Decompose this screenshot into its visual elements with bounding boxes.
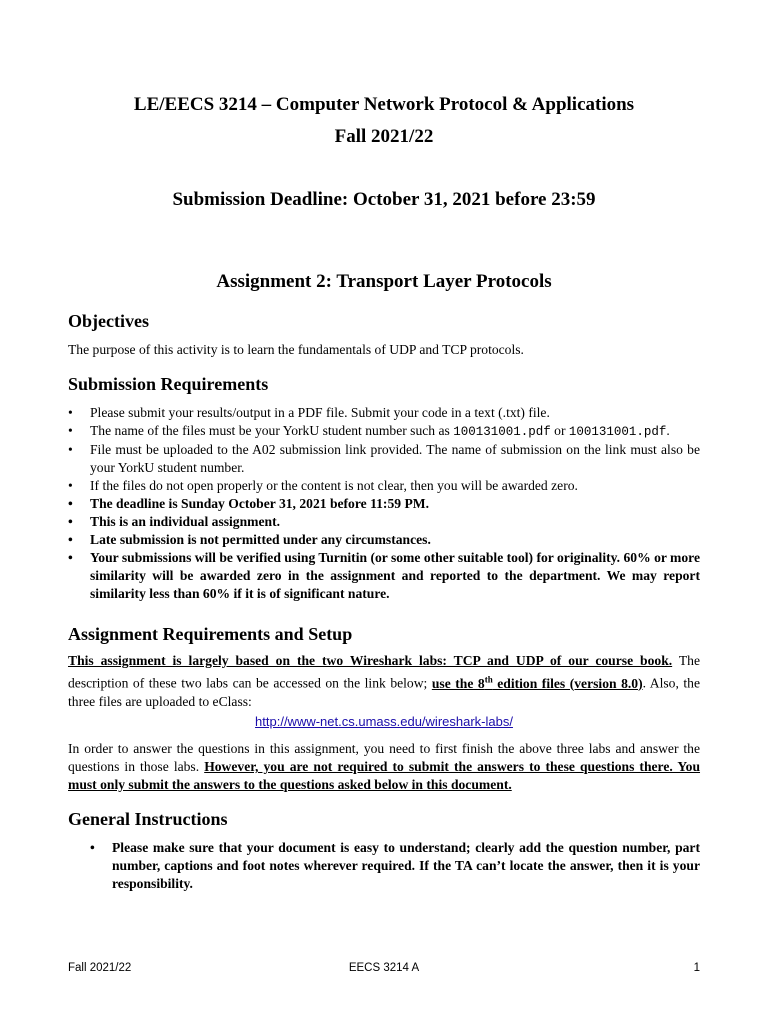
item-text: Please submit your results/output in a PDF file. Submit your code in a text (.txt) file. [90, 405, 550, 420]
list-item [68, 549, 700, 603]
item-text: This is an individual assignment. [90, 514, 281, 529]
list-item [68, 513, 700, 531]
list-item [90, 839, 700, 893]
setup-text-2: . Also, the three files are uploaded to eClass: [68, 675, 700, 709]
file-example-1: 100131001.pdf [453, 425, 551, 439]
general-list [90, 839, 700, 893]
list-item [68, 422, 700, 441]
edition-prefix: use the 8 [431, 675, 485, 691]
list-item [68, 404, 700, 422]
item-text: The deadline is Sunday October 31, 2021 before 11:59 PM. [90, 496, 429, 511]
setup-text-1: The description of these two labs can be accessed on the link below; [68, 653, 700, 691]
period: . [666, 423, 670, 438]
list-item [68, 477, 700, 495]
wireshark-labs-link[interactable]: http://www-net.cs.umass.edu/wireshark-labs/ [255, 714, 513, 729]
or-word: or [554, 423, 566, 438]
deadline-title: Submission Deadline: October 31, 2021 before 23:59 [172, 189, 596, 210]
item-text: Please make sure that your document is easy to understand; clearly add the question number, part number, captions and foot notes wherever required. If the TA can’t locate the answer, then it is your responsibility. [112, 840, 700, 891]
footer-page-number: 1 [693, 962, 700, 974]
general-heading: General Instructions [68, 809, 228, 829]
objectives-heading: Objectives [68, 311, 149, 331]
submission-heading: Submission Requirements [68, 374, 269, 394]
para2-underlined: However, you are not required to submit the answers to these questions there. You must only submit the answers to the questions asked below in this document. [68, 759, 701, 792]
submission-list [68, 404, 700, 603]
objectives-text: The purpose of this activity is to learn the fundamentals of UDP and TCP protocols. [68, 342, 524, 357]
footer-center: EECS 3214 A [348, 962, 420, 974]
item-text: If the files do not open properly or the content is not clear, then you will be awarded zero. [90, 478, 578, 493]
item-text: The name of the files must be your YorkU student number such as [90, 423, 450, 438]
item-text: Late submission is not permitted under any circumstances. [90, 532, 431, 547]
para2-text: In order to answer the questions in this assignment, you need to first finish the above three labs and answer the questions in those labs. [68, 741, 700, 774]
list-item [68, 531, 700, 549]
setup-paragraph [68, 652, 700, 711]
course-title: LE/EECS 3214 – Computer Network Protocol & Applications [133, 94, 635, 115]
item-text: Your submissions will be verified using Turnitin (or some other suitable tool) for originality. 60% or more similarity will be awarded zero in the assignment and reported to the department. We may report similarity less than 60% if it is of significant nature. [90, 550, 700, 601]
setup-heading: Assignment Requirements and Setup [68, 624, 353, 644]
setup-lead: This assignment is largely based on the two Wireshark labs: TCP and UDP of our course book. [68, 653, 673, 668]
edition-sup: th [484, 674, 493, 684]
edition-note [432, 676, 643, 691]
list-item [68, 441, 700, 477]
item-text: File must be uploaded to the A02 submission link provided. The name of submission on the link must also be your YorkU student number. [90, 442, 700, 475]
assignment-title: Assignment 2: Transport Layer Protocols [216, 271, 552, 292]
file-example-2: 100131001.pdf [568, 425, 667, 439]
list-item [68, 495, 700, 513]
footer-left: Fall 2021/22 [68, 962, 132, 974]
edition-suffix: edition files (version 8.0) [492, 675, 643, 691]
setup-paragraph-2 [68, 740, 700, 794]
term-title: Fall 2021/22 [334, 126, 434, 147]
